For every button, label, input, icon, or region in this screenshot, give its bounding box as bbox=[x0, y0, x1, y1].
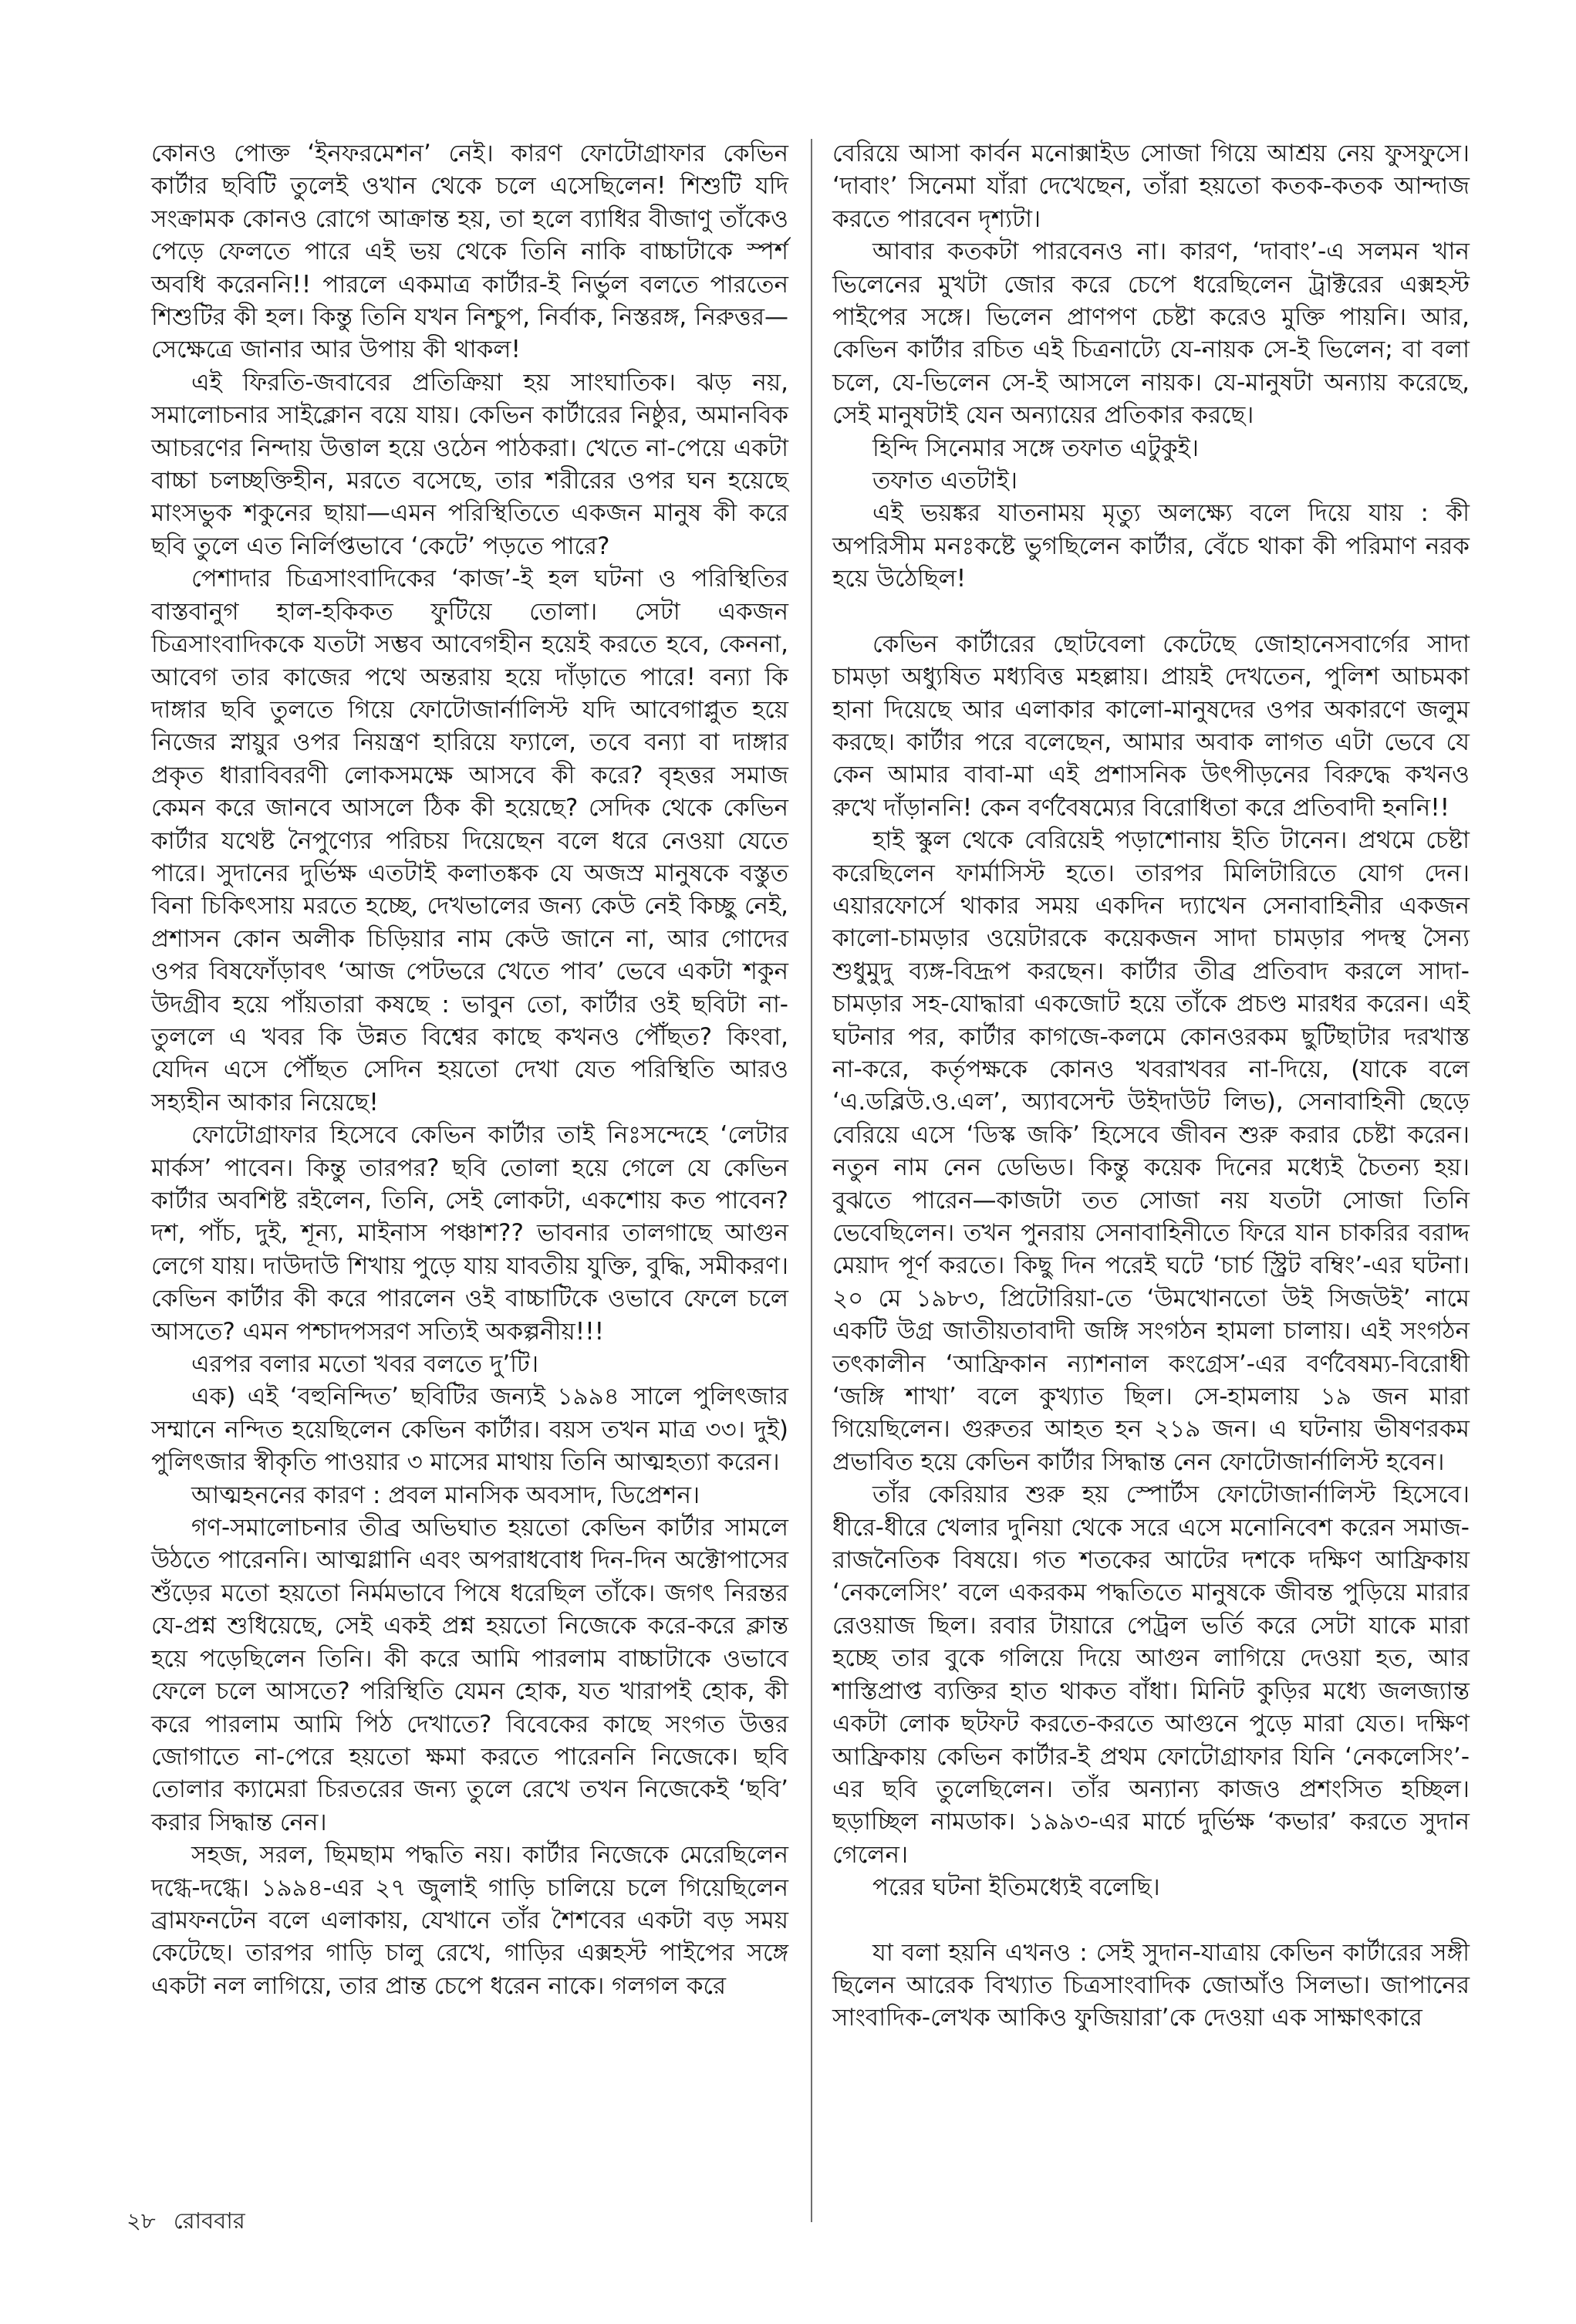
left-paragraph-7: আত্মহননের কারণ : প্রবল মানসিক অবসাদ, ডিপ্রেশন। bbox=[191, 1481, 700, 1509]
right-paragraph-8: তাঁর কেরিয়ার শুরু হয় স্পোর্টস ফোটোজার্নালিস্ট হিসেবে। ধীরে-ধীরে খেলার দুনিয়া থেকে সরে এসে মনোনিবেশ করেন সমাজ-রাজনৈতিক বিষয়ে। গত শতকের আটের দশকে দক্ষিণ আফ্রিকায় ‘নেকলেসিং’ বলে একরকম পদ্ধতিতে মানুষকে জীবন্ত পুড়িয়ে মারার রেওয়াজ ছিল। রবার টায়ারে পেট্রল ভর্তি করে সেটা যাকে মারা হচ্ছে তার বুকে গলিয়ে দিয়ে আগুন লাগিয়ে দেওয়া হত, আর শাস্তিপ্রাপ্ত ব্যক্তির হাত থাকত বাঁধা। মিনিট কুড়ির মধ্যে জলজ্যান্ত একটা লোক ছটফট করতে-করতে আগুনে পুড়ে মারা যেত। দক্ষিণ আফ্রিকায় কেভিন কার্টার-ই প্রথম ফোটোগ্রাফার যিনি ‘নেকলেসিং’-এর ছবি তুলেছিলেন। তাঁর অন্যান্য কাজও প্রশংসিত হচ্ছিল। ছড়াচ্ছিল নামডাক। ১৯৯৩-এর মার্চে দুর্ভিক্ষ ‘কভার’ করতে সুদান গেলেন। bbox=[832, 1481, 1470, 1869]
left-paragraph-2: এই ফিরতি-জবাবের প্রতিক্রিয়া হয় সাংঘাতিক। ঝড় নয়, সমালোচনার সাইক্লোন বয়ে যায়। কেভিন কার্টারের নিষ্ঠুর, অমানবিক আচরণের নিন্দায় উত্তাল হয়ে ওঠেন পাঠকরা। খেতে না-পেয়ে একটা বাচ্চা চলচ্ছক্তিহীন, মরতে বসেছে, তার শরীরের ওপর ঘন হয়েছে মাংসভুক শকুনের ছায়া—এমন পরিস্থিতিতে একজন মানুষ কী করে ছবি তুলে এত নির্লিপ্তভাবে ‘কেটে’ পড়তে পারে? bbox=[151, 368, 788, 560]
right-paragraph-2: আবার কতকটা পারবেনও না। কারণ, ‘দাবাং’-এ সলমন খান ভিলেনের মুখটা জোর করে চেপে ধরেছিলেন ট্রাক্টরের এক্সহস্ট পাইপের সঙ্গে। ভিলেন প্রাণপণ চেষ্টা করেও মুক্তি পায়নি। আর, কেভিন কার্টার রচিত এই চিত্রনাট্যে যে-নায়ক সে-ই ভিলেন; বা বলা চলে, যে-ভিলেন সে-ই আসলে নায়ক। যে-মানুষটা অন্যায় করেছে, সেই মানুষটাই যেন অন্যায়ের প্রতিকার করছে। bbox=[832, 238, 1470, 430]
right-column bbox=[832, 137, 1470, 2035]
right-paragraph-4: তফাত এতটাই। bbox=[872, 467, 1017, 495]
right-paragraph-7: হাই স্কুল থেকে বেরিয়েই পড়াশোনায় ইতি টানেন। প্রথমে চেষ্টা করেছিলেন ফার্মাসিস্ট হতে। তারপর মিলিটারিতে যোগ দেন। এয়ারফোর্সে থাকার সময় একদিন দ্যাখেন সেনাবাহিনীর একজন কালো-চামড়ার ওয়েটারকে কয়েকজন সাদা চামড়ার পদস্থ সৈন্য শুধুমুদু ব্যঙ্গ-বিদ্রূপ করছেন। কার্টার তীব্র প্রতিবাদ করলে সাদা-চামড়ার সহ-যোদ্ধারা একজোট হয়ে তাঁকে প্রচণ্ড মারধর করেন। এই ঘটনার পর, কার্টার কাগজে-কলমে কোনওরকম ছুটিছাটার দরখাস্ত না-করে, কর্তৃপক্ষকে কোনও খবরাখবর না-দিয়ে, (যাকে বলে ‘এ.ডব্লিউ.ও.এল’, অ্যাবসেন্ট উইদাউট লিভ), সেনাবাহিনী ছেড়ে বেরিয়ে এসে ‘ডিস্ক জকি’ হিসেবে জীবন শুরু করার চেষ্টা করেন। নতুন নাম নেন ডেভিড। কিন্তু কয়েক দিনের মধ্যেই চৈতন্য হয়। বুঝতে পারেন—কাজটা তত সোজা নয় যতটা সোজা তিনি ভেবেছিলেন। তখন পুনরায় সেনাবাহিনীতে ফিরে যান চাকরির বরাদ্দ মেয়াদ পূর্ণ করতে। কিছু দিন পরেই ঘটে ‘চার্চ স্ট্রিট বম্বিং’-এর ঘটনা। ২০ মে ১৯৮৩, প্রিটোরিয়া-তে ‘উমখোনতো উই সিজউই’ নামে একটি উগ্র জাতীয়তাবাদী জঙ্গি সংগঠন হামলা চালায়। এই সংগঠন তৎকালীন ‘আফ্রিকান ন্যাশনাল কংগ্রেস’-এর বর্ণবৈষম্য-বিরোধী ‘জঙ্গি শাখা’ বলে কুখ্যাত ছিল। সে-হামলায় ১৯ জন মারা গিয়েছিলেন। গুরুতর আহত হন ২১৯ জন। এ ঘটনায় ভীষণরকম প্রভাবিত হয়ে কেভিন কার্টার সিদ্ধান্ত নেন ফোটোজার্নালিস্ট হবেন। bbox=[832, 826, 1470, 1476]
column-divider bbox=[811, 139, 812, 2222]
magazine-name: রোববার bbox=[173, 2207, 245, 2234]
left-paragraph-3: পেশাদার চিত্রসাংবাদিকের ‘কাজ’-ই হল ঘটনা ও পরিস্থিতির বাস্তবানুগ হাল-হকিকত ফুটিয়ে তোলা। সেটা একজন চিত্রসাংবাদিককে যতটা সম্ভব আবেগহীন হয়েই করতে হবে, কেননা, আবেগ তার কাজের পথে অন্তরায় হয়ে দাঁড়াতে পারে! বন্যা কি দাঙ্গার ছবি তুলতে গিয়ে ফোটোজার্নালিস্ট যদি আবেগাপ্লুত হয়ে নিজের স্নায়ুর ওপর নিয়ন্ত্রণ হারিয়ে ফ্যালে, তবে বন্যা বা দাঙ্গার প্রকৃত ধারাবিবরণী লোকসমক্ষে আসবে কী করে? বৃহত্তর সমাজ কেমন করে জানবে আসলে ঠিক কী হয়েছে? সেদিক থেকে কেভিন কার্টার যথেষ্ট নৈপুণ্যের পরিচয় দিয়েছেন বলে ধরে নেওয়া যেতে পারে। সুদানের দুর্ভিক্ষ এতটাই কলাতঙ্কক যে অজস্র মানুষকে বস্তুত বিনা চিকিৎসায় মরতে হচ্ছে, দেখভালের জন্য কেউ নেই কিচ্ছু নেই, প্রশাসন কোন অলীক চিড়িয়ার নাম কেউ জানে না, আর গোদের ওপর বিষফোঁড়াবৎ ‘আজ পেটভরে খেতে পাব’ ভেবে একটা শকুন উদগ্রীব হয়ে পাঁয়তারা কষছে : ভাবুন তো, কার্টার ওই ছবিটা না-তুললে এ খবর কি উন্নত বিশ্বের কাছে কখনও পৌঁছত? কিংবা, যেদিন এসে পৌঁছত সেদিন হয়তো দেখা যেত পরিস্থিতি আরও সহ্যহীন আকার নিয়েছে! bbox=[151, 565, 788, 1116]
left-paragraph-5: এরপর বলার মতো খবর বলতে দু’টি। bbox=[191, 1350, 539, 1379]
right-paragraph-5: এই ভয়ঙ্কর যাতনাময় মৃত্যু অলক্ষ্যে বলে দিয়ে যায় : কী অপরিসীম মনঃকষ্টে ভুগছিলেন কার্টার, বেঁচে থাকা কী পরিমাণ নরক হয়ে উঠেছিল! bbox=[832, 499, 1470, 593]
page-footer bbox=[127, 2204, 256, 2241]
right-paragraph-10: যা বলা হয়নি এখনও : সেই সুদান-যাত্রায় কেভিন কার্টারের সঙ্গী ছিলেন আরেক বিখ্যাত চিত্রসাংবাদিক জোআঁও সিলভা। জাপানের সাংবাদিক-লেখক আকিও ফুজিয়ারা’কে দেওয়া এক সাক্ষাৎকারে bbox=[832, 1938, 1470, 2032]
left-paragraph-9: সহজ, সরল, ছিমছাম পদ্ধতি নয়। কার্টার নিজেকে মেরেছিলেন দগ্ধে-দগ্ধে। ১৯৯৪-এর ২৭ জুলাই গাড়ি চালিয়ে চলে গিয়েছিলেন ব্রামফনটেন বলে এলাকায়, যেখানে তাঁর শৈশবের একটা বড় সময় কেটেছে। তারপর গাড়ি চালু রেখে, গাড়ির এক্সহস্ট পাইপের সঙ্গে একটা নল লাগিয়ে, তার প্রান্ত চেপে ধরেন নাকে। গলগল করে bbox=[151, 1841, 788, 2000]
page-number: ২৮ bbox=[127, 2207, 156, 2234]
left-column bbox=[151, 137, 788, 2002]
left-paragraph-1: কোনও পোক্ত ‘ইনফরমেশন’ নেই। কারণ ফোটোগ্রাফার কেভিন কার্টার ছবিটি তুলেই ওখান থেকে চলে এসেছিলেন! শিশুটি যদি সংক্রামক কোনও রোগে আক্রান্ত হয়, তা হলে ব্যাধির বীজাণু তাঁকেও পেড়ে ফেলতে পারে এই ভয় থেকে তিনি নাকি বাচ্চাটাকে স্পর্শ অবধি করেননি!! পারলে একমাত্র কার্টার-ই নির্ভুল বলতে পারতেন শিশুটির কী হল। কিন্তু তিনি যখন নিশ্চুপ, নির্বাক, নিস্তরঙ্গ, নিরুত্তর—সেক্ষেত্রে জানার আর উপায় কী থাকল! bbox=[151, 140, 788, 364]
left-paragraph-6: এক) এই ‘বহুনিন্দিত’ ছবিটির জন্যই ১৯৯৪ সালে পুলিৎজার সম্মানে নন্দিত হয়েছিলেন কেভিন কার্টার। বয়স তখন মাত্র ৩৩। দুই) পুলিৎজার স্বীকৃতি পাওয়ার ৩ মাসের মাথায় তিনি আত্মহত্যা করেন। bbox=[151, 1383, 788, 1477]
right-paragraph-1: বেরিয়ে আসা কার্বন মনোক্সাইড সোজা গিয়ে আশ্রয় নেয় ফুসফুসে। ‘দাবাং’ সিনেমা যাঁরা দেখেছেন, তাঁরা হয়তো কতক-কতক আন্দাজ করতে পারবেন দৃশ্যটা। bbox=[832, 140, 1470, 233]
left-paragraph-4: ফোটোগ্রাফার হিসেবে কেভিন কার্টার তাই নিঃসন্দেহে ‘লেটার মার্কস’ পাবেন। কিন্তু তারপর? ছবি তোলা হয়ে গেলে যে কেভিন কার্টার অবশিষ্ট রইলেন, তিনি, সেই লোকটা, একশোয় কত পাবেন? দশ, পাঁচ, দুই, শূন্য, মাইনাস পঞ্চাশ?? ভাবনার তালগাছে আগুন লেগে যায়। দাউদাউ শিখায় পুড়ে যায় যাবতীয় যুক্তি, বুদ্ধি, সমীকরণ। কেভিন কার্টার কী করে পারলেন ওই বাচ্চাটিকে ওভাবে ফেলে চলে আসতে? এমন পশ্চাদপসরণ সত্যিই অকল্পনীয়!!! bbox=[151, 1121, 788, 1346]
right-paragraph-3: হিন্দি সিনেমার সঙ্গে তফাত এটুকুই। bbox=[872, 434, 1199, 462]
left-paragraph-8: গণ-সমালোচনার তীব্র অভিঘাত হয়তো কেভিন কার্টার সামলে উঠতে পারেননি। আত্মগ্লানি এবং অপরাধবোধ দিন-দিন অক্টোপাসের শুঁড়ের মতো হয়তো নির্মমভাবে পিষে ধরেছিল তাঁকে। জগৎ নিরন্তর যে-প্রশ্ন শুধিয়েছে, সেই একই প্রশ্ন হয়তো নিজেকে করে-করে ক্লান্ত হয়ে পড়েছিলেন তিনি। কী করে আমি পারলাম বাচ্চাটাকে ওভাবে ফেলে চলে আসতে? পরিস্থিতি যেমন হোক, যত খারাপই হোক, কী করে পারলাম আমি পিঠ দেখাতে? বিবেকের কাছে সংগত উত্তর জোগাতে না-পেরে হয়তো ক্ষমা করতে পারেননি নিজেকে। ছবি তোলার ক্যামেরা চিরতরের জন্য তুলে রেখে তখন নিজেকেই ‘ছবি’ করার সিদ্ধান্ত নেন। bbox=[151, 1514, 788, 1836]
right-paragraph-9: পরের ঘটনা ইতিমধ্যেই বলেছি। bbox=[872, 1873, 1160, 1902]
right-paragraph-6: কেভিন কার্টারের ছোটবেলা কেটেছে জোহানেসবার্গের সাদা চামড়া অধ্যুষিত মধ্যবিত্ত মহল্লায়। প্রায়ই দেখতেন, পুলিশ আচমকা হানা দিয়েছে আর এলাকার কালো-মানুষদের ওপর অকারণে জলুম করছে। কার্টার পরে বলেছেন, আমার অবাক লাগত এটা ভেবে যে কেন আমার বাবা-মা এই প্রশাসনিক উৎপীড়নের বিরুদ্ধে কখনও রুখে দাঁড়াননি! কেন বর্ণবৈষম্যের বিরোধিতা করে প্রতিবাদী হননি!! bbox=[832, 630, 1470, 822]
